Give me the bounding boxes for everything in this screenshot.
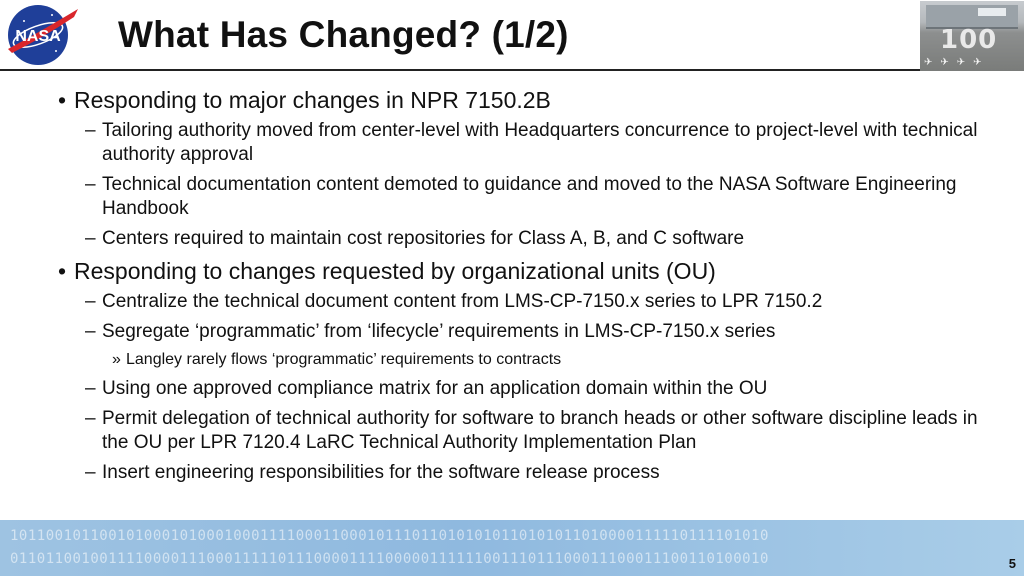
sub-bullet-text: Permit delegation of technical authority for software to branch heads or other software discipline leads in the OU per LPR 7120.4 LaRC Technical Authority Implementation Plan xyxy=(102,408,978,453)
page-number: 5 xyxy=(1008,556,1016,571)
sub-bullet xyxy=(58,290,998,314)
slide-body xyxy=(58,86,998,491)
bullet-ou-changes xyxy=(58,257,998,286)
dash-marker: – xyxy=(85,408,96,429)
header-divider xyxy=(0,69,920,71)
sub-bullet xyxy=(58,173,998,221)
sub-bullet-text: Tailoring authority moved from center-level with Headquarters concurrence to project-level with technical authority approval xyxy=(102,120,978,165)
nasa-logo xyxy=(4,3,80,67)
sub-bullet xyxy=(58,377,998,401)
sub-bullet-text: Segregate ‘programmatic’ from ‘lifecycle’ requirements in LMS-CP-7150.x series xyxy=(102,321,776,342)
sub-bullet-text: Using one approved compliance matrix for an application domain within the OU xyxy=(102,378,768,399)
bullet-text: Responding to changes requested by organizational units (OU) xyxy=(74,258,716,284)
sub-bullet-text: Centralize the technical document content from LMS-CP-7150.x series to LPR 7150.2 xyxy=(102,291,823,312)
dash-marker: – xyxy=(85,462,96,483)
sub-bullet xyxy=(58,320,998,344)
dash-marker: – xyxy=(85,228,96,249)
sub-bullet-text: Centers required to maintain cost repositories for Class A, B, and C software xyxy=(102,228,745,249)
dash-marker: – xyxy=(85,378,96,399)
sub-bullet-text: Technical documentation content demoted to guidance and moved to the NASA Software Engineering Handbook xyxy=(102,174,957,219)
page-title: What Has Changed? (1/2) xyxy=(118,14,569,55)
bullet-marker: • xyxy=(58,258,67,284)
sub-sub-bullet-text: Langley rarely flows ‘programmatic’ requirements to contracts xyxy=(126,351,562,368)
binary-decoration: 0110110010011110000111000111110111000011110000011111100111011100011100011100110100010 xyxy=(10,551,769,567)
photo-number: 100 xyxy=(940,25,998,55)
sub-bullet xyxy=(58,227,998,251)
building-sign xyxy=(978,8,1006,16)
sub-sub-bullet xyxy=(58,350,998,370)
sub-bullet xyxy=(58,407,998,455)
sub-bullet xyxy=(58,119,998,167)
binary-footer-banner xyxy=(0,520,1024,576)
bullet-text: Responding to major changes in NPR 7150.2B xyxy=(74,87,551,113)
langley-100-photo xyxy=(920,1,1024,71)
bullet-marker: • xyxy=(58,87,67,113)
dash-marker: – xyxy=(85,174,96,195)
sub-bullet xyxy=(58,461,998,485)
dash-marker: – xyxy=(85,120,96,141)
dash-marker: – xyxy=(85,291,96,312)
slide-header xyxy=(0,0,1024,72)
chevron-marker: » xyxy=(112,351,121,368)
svg-text:NASA: NASA xyxy=(15,28,61,45)
dash-marker: – xyxy=(85,321,96,342)
bullet-major-changes xyxy=(58,86,998,115)
sub-bullet-text: Insert engineering responsibilities for the software release process xyxy=(102,462,660,483)
binary-decoration: 1011001011001010001010001000111100011000101110110101010110101011010000111110111101010 xyxy=(10,528,769,544)
aircraft-row: ✈✈✈✈ xyxy=(924,57,990,68)
